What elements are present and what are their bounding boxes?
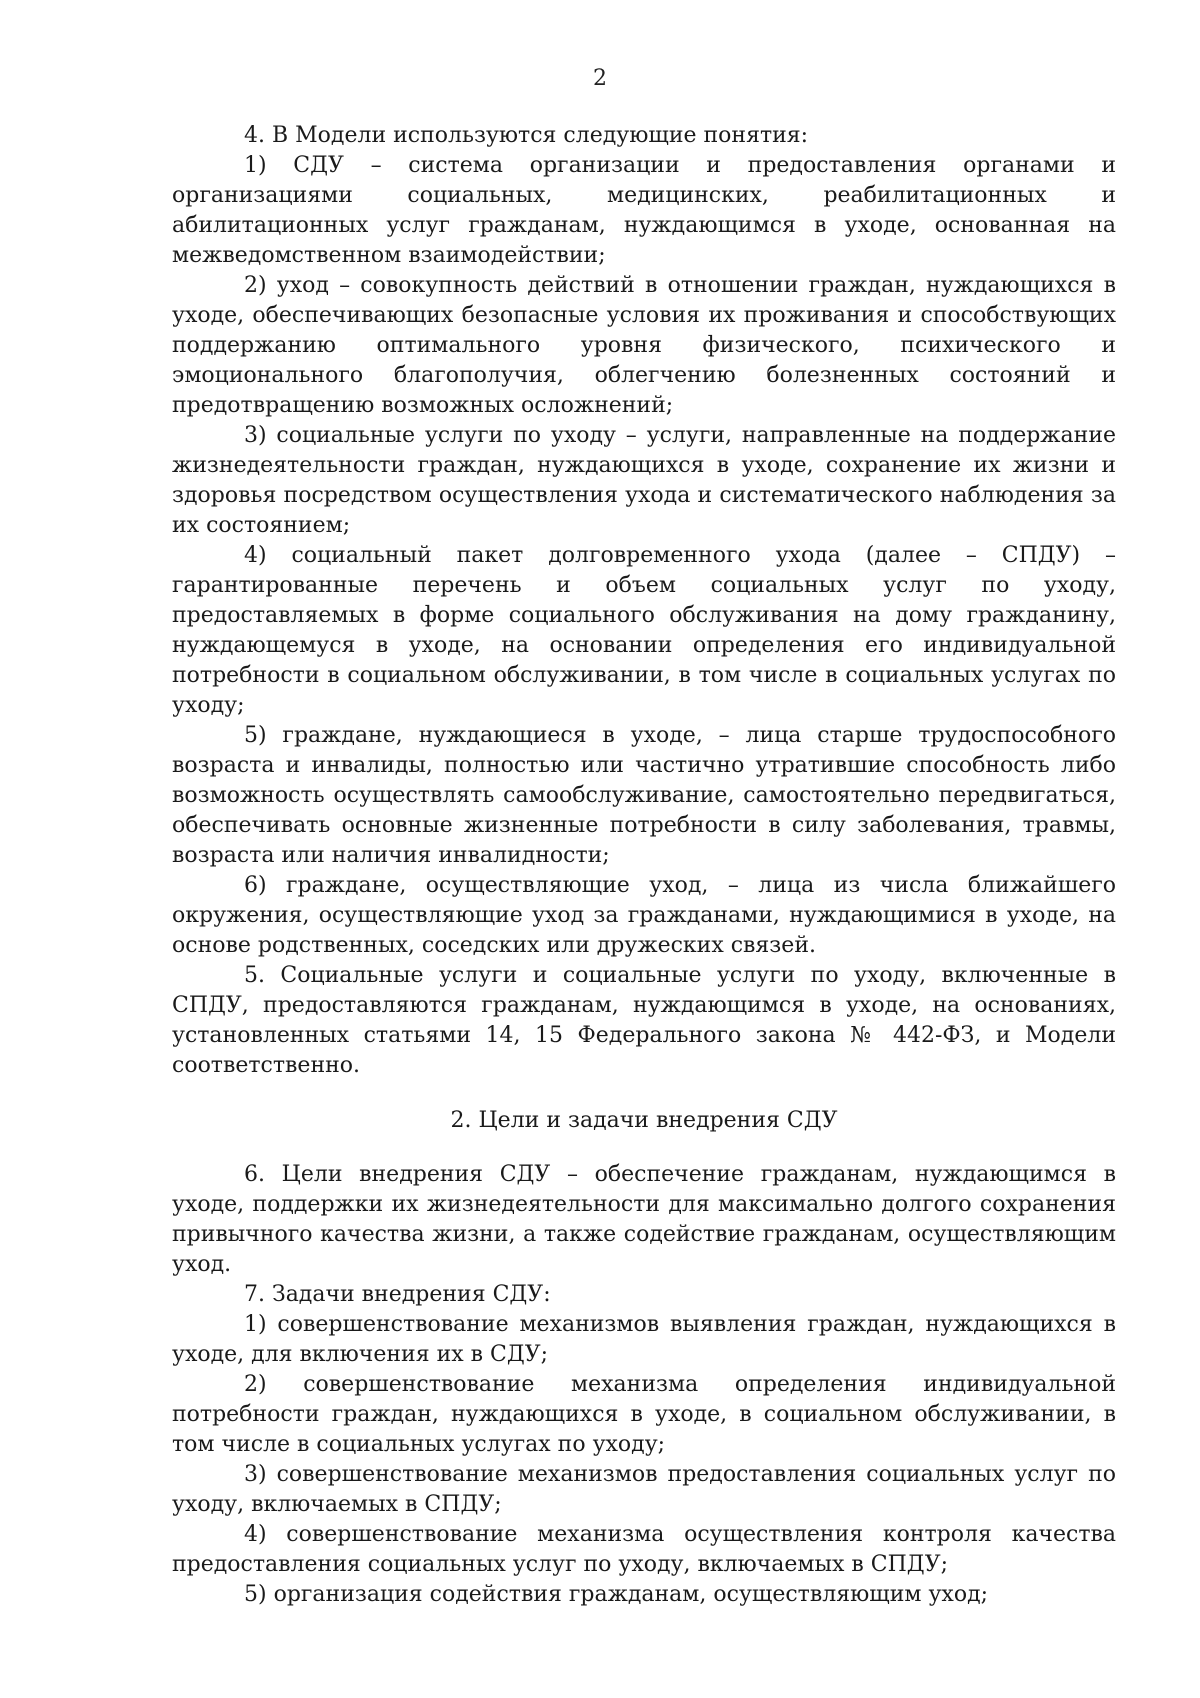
section-heading: 2. Цели и задачи внедрения СДУ: [450, 1108, 838, 1133]
paragraph-task-3: 3) совершенствование механизмов предоставления социальных услуг по уходу, включаемых в СПДУ;: [172, 1462, 1116, 1517]
paragraph-item-7-tasks: 7. Задачи внедрения СДУ:: [244, 1282, 551, 1307]
paragraph-item-5: 5. Социальные услуги и социальные услуги по уходу, включенные в СПДУ, предоставляются гражданам, нуждающимся в уходе, на основаниях, установленных статьями 14, 15 Федерального закона № 442-ФЗ, и Модели соответственно.: [172, 963, 1116, 1078]
paragraph-task-1: 1) совершенствование механизмов выявления граждан, нуждающихся в уходе, для включения их в СДУ;: [172, 1312, 1116, 1367]
paragraph-task-5: 5) организация содействия гражданам, осуществляющим уход;: [244, 1582, 989, 1607]
document-body: [172, 121, 1116, 1610]
paragraph-concepts-intro: 4. В Модели используются следующие понятия:: [244, 123, 809, 148]
paragraph-definition-citizens-needing-care: 5) граждане, нуждающиеся в уходе, – лица старше трудоспособного возраста и инвалиды, полностью или частично утратившие способность либо возможность осуществлять самообслуживание, самостоятельно передвигаться, обеспечивать основные жизненные потребности в силу заболевания, травмы, возраста или наличия инвалидности;: [172, 723, 1116, 868]
paragraph-task-4: 4) совершенствование механизма осуществления контроля качества предоставления социальных услуг по уходу, включаемых в СПДУ;: [172, 1522, 1116, 1577]
page-number: 2: [593, 66, 607, 91]
paragraph-definition-care: 2) уход – совокупность действий в отношении граждан, нуждающихся в уходе, обеспечивающих безопасные условия их проживания и способствующих поддержанию оптимального уровня физического, психического и эмоционального благополучия, облегчению болезненных состояний и предотвращению возможных осложнений;: [172, 273, 1116, 418]
paragraph-definition-care-services: 3) социальные услуги по уходу – услуги, направленные на поддержание жизнедеятельности граждан, нуждающихся в уходе, сохранение их жизни и здоровья посредством осуществления ухода и систематического наблюдения за их состоянием;: [172, 423, 1116, 538]
paragraph-task-2: 2) совершенствование механизма определения индивидуальной потребности граждан, нуждающихся в уходе, в социальном обслуживании, в том числе в социальных услугах по уходу;: [172, 1372, 1116, 1457]
paragraph-definition-sdu: 1) СДУ – система организации и предоставления органами и организациями социальных, медицинских, реабилитационных и абилитационных услуг гражданам, нуждающимся в уходе, основанная на межведомственном взаимодействии;: [172, 153, 1116, 268]
paragraph-definition-caregivers: 6) граждане, осуществляющие уход, – лица из числа ближайшего окружения, осуществляющие уход за гражданами, нуждающимися в уходе, на основе родственных, соседских или дружеских связей.: [172, 873, 1116, 958]
paragraph-item-6-goals: 6. Цели внедрения СДУ – обеспечение гражданам, нуждающимся в уходе, поддержки их жизнедеятельности для максимально долгого сохранения привычного качества жизни, а также содействие гражданам, осуществляющим уход.: [172, 1162, 1116, 1277]
paragraph-definition-spdu: 4) социальный пакет долговременного ухода (далее – СПДУ) – гарантированные перечень и объем социальных услуг по уходу, предоставляемых в форме социального обслуживания на дому гражданину, нуждающемуся в уходе, на основании определения его индивидуальной потребности в социальном обслуживании, в том числе в социальных услугах по уходу;: [172, 543, 1116, 718]
